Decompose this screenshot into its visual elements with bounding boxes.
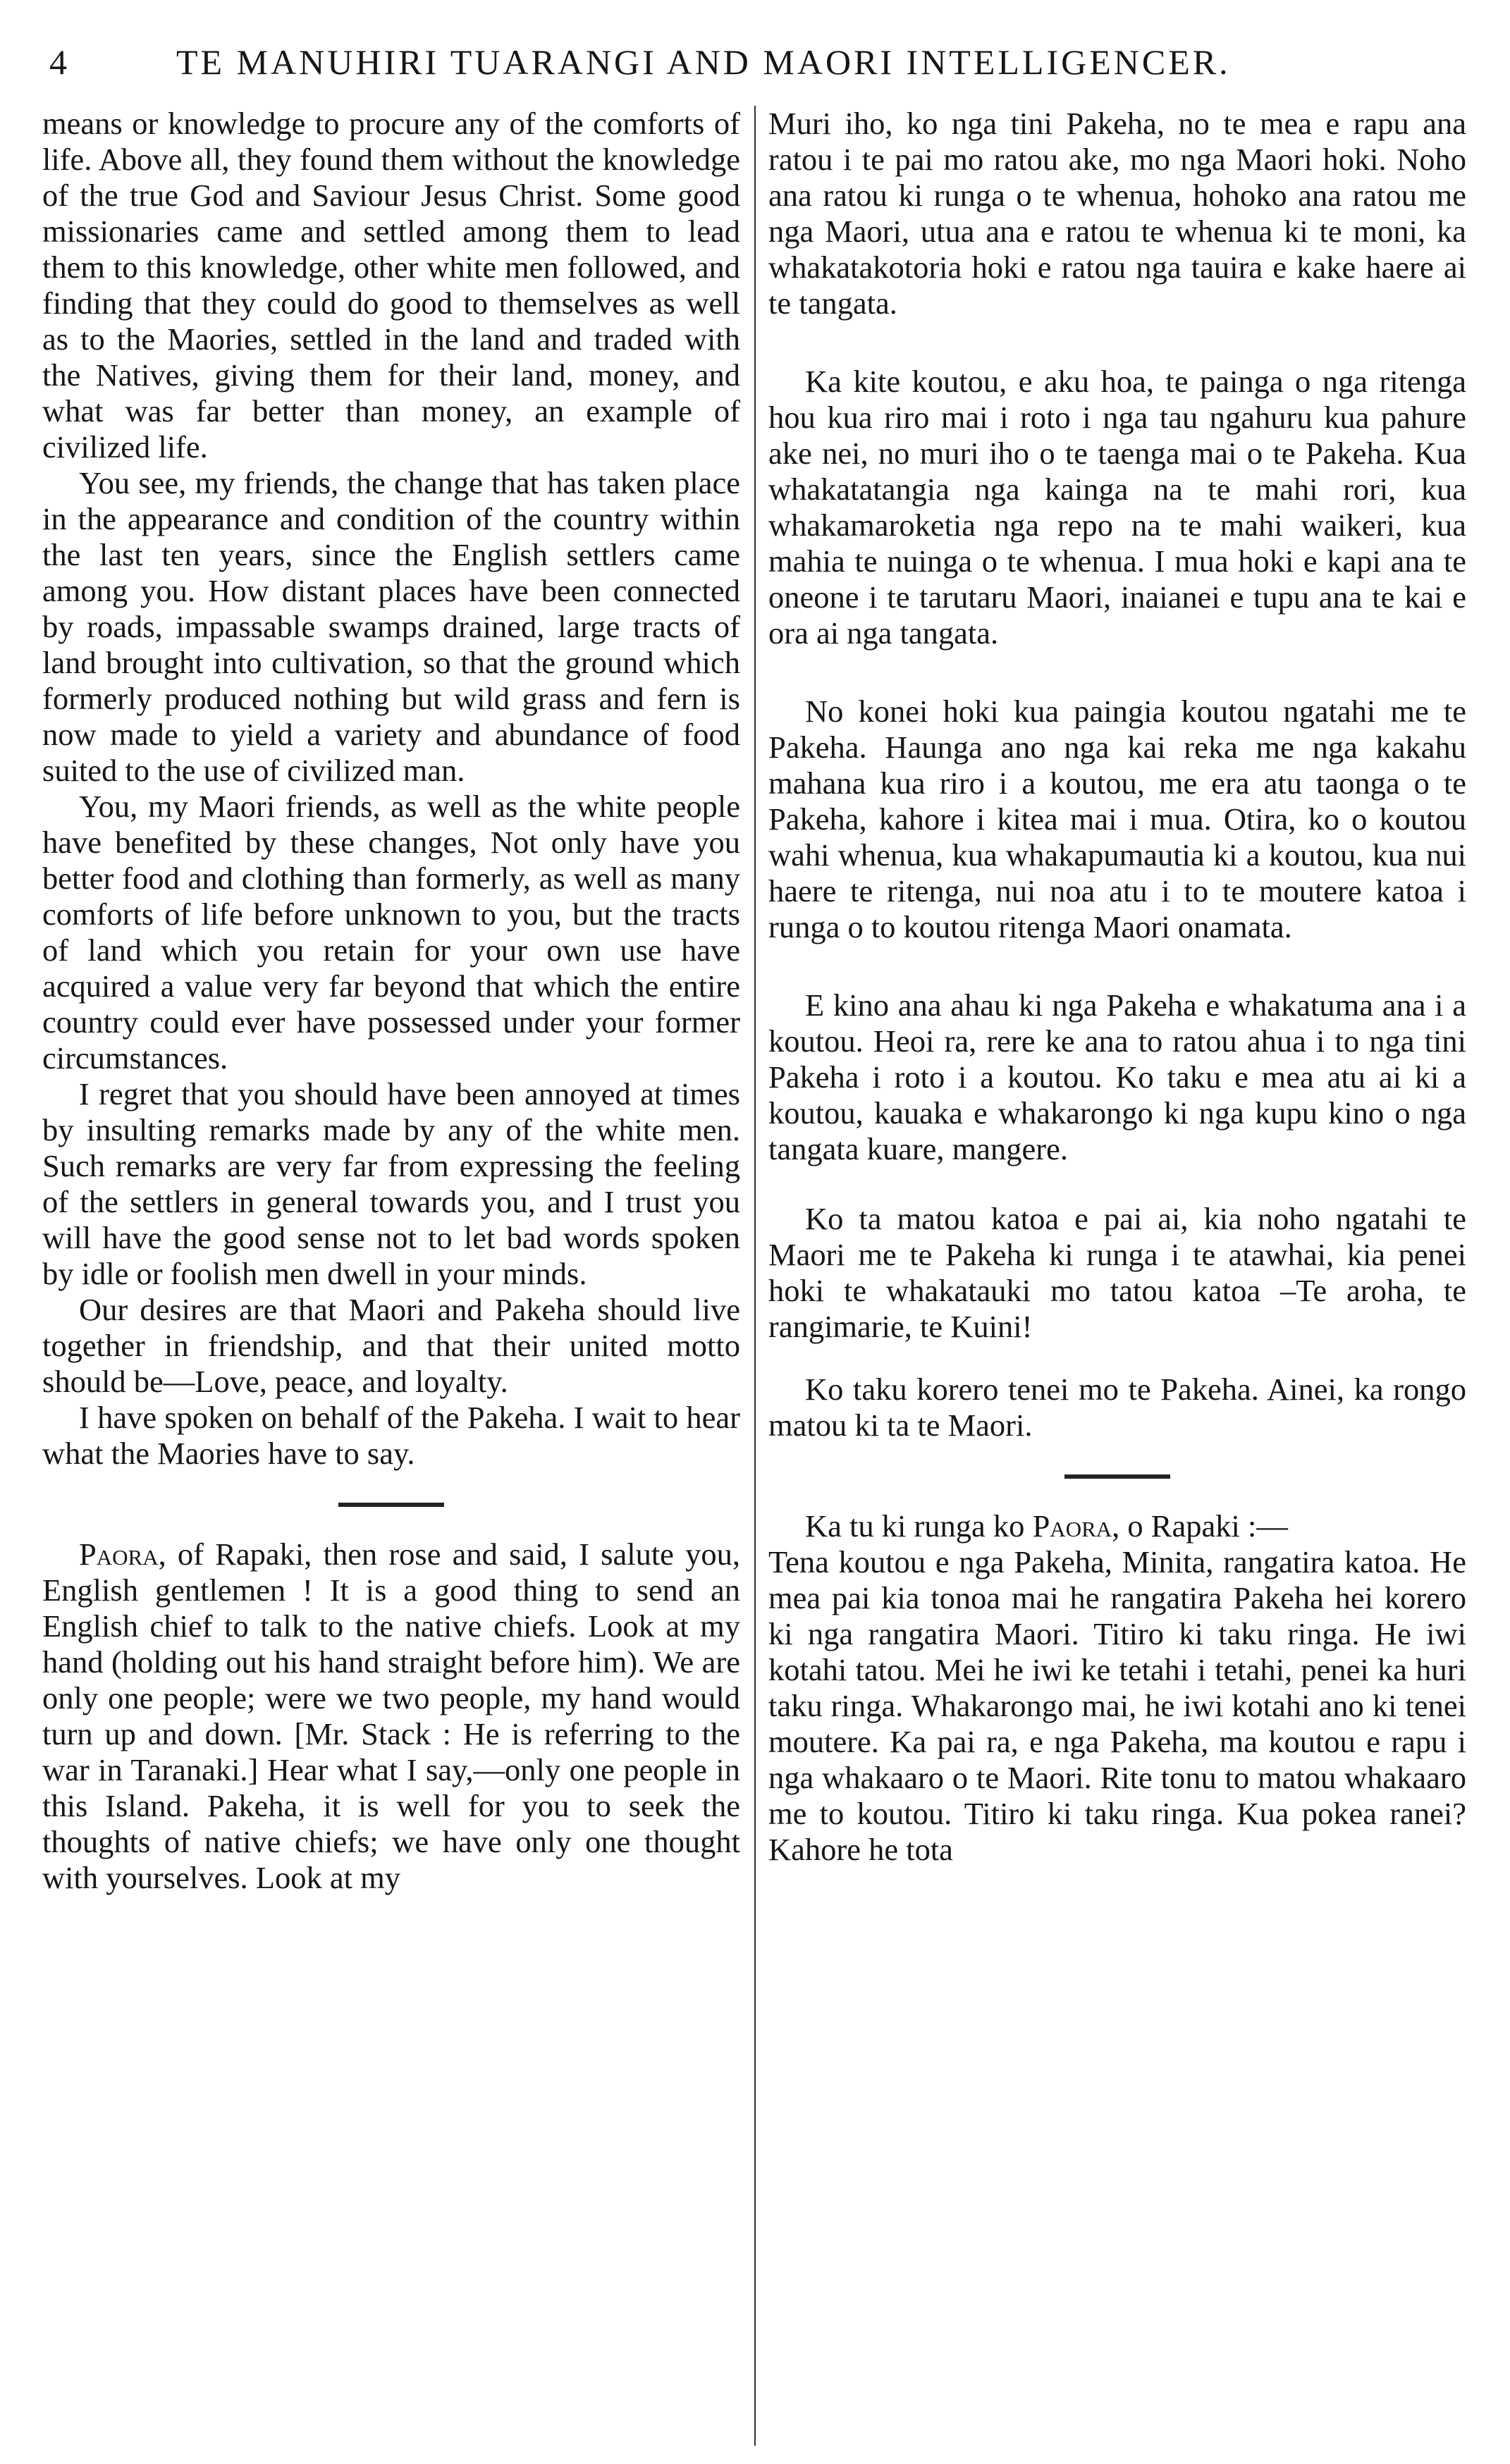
paragraph-gap	[768, 321, 1466, 364]
paragraph-gap	[768, 651, 1466, 694]
page-header	[42, 34, 1466, 90]
maori-paragraph-7: Tena koutou e nga Pakeha, Minita, rangatira katoa. He mea pai kia tonoa mai he rangatira Pakeha hei korero ki nga rangatira Maori. Titiro ki taku ringa. He iwi kotahi tatou. Mei he iwi ke tetahi i tetahi, penei ka huri taku ringa. Whakarongo mai, he iwi kotahi ano ki tenei moutere. Ka pai ra, e nga Pakeha, ma koutou e rapu i nga whakaaro o te Maori. Rite tonu to matou whakaaro me to koutou. Titiro ki taku ringa. Kua pokea ranei? Kahore he tota	[768, 1544, 1466, 1867]
english-paragraph-1: means or knowledge to procure any of the comforts of life. Above all, they found them without the knowledge of the true God and Saviour Jesus Christ. Some good missionaries came and settled among them to lead them to this knowledge, other white men followed, and finding that they could do good to themselves as well as to the Maories, settled in the land and traded with the Natives, giving them for their land, money, and what was far better than money, an example of civilized life.	[42, 106, 740, 464]
english-paragraph-3: You, my Maori friends, as well as the white people have benefited by these changes, Not only have you better food and clothing than formerly, as well as many comforts of life before unknown to you, but the tracts of land which you retain for your own use have acquired a value very far beyond that which the entire country could ever have possessed under your former circumstances.	[42, 789, 740, 1076]
column-divider	[754, 106, 756, 2446]
english-paragraph-4: I regret that you should have been annoyed at times by insulting remarks made by any of the white men. Such remarks are very far from expressing the feeling of the settlers in general towards you, and I trust you will have the good sense not to let bad words spoken by idle or foolish men dwell in your minds.	[42, 1076, 740, 1291]
paragraph-gap	[768, 1167, 1466, 1201]
speaker-name: Paora	[1032, 1508, 1112, 1544]
maori-column	[768, 106, 1466, 1868]
english-paragraph-7	[42, 1536, 740, 1896]
speaker-name: Paora	[79, 1536, 159, 1572]
maori-paragraph-4: E kino ana ahau ki nga Pakeha e whakatuma ana i a koutou. Heoi ra, rere ke ana to ratou ahua i to nga tini Pakeha i roto i a koutou. Ko taku e mea atu ai ki a koutou, kauaka e whakarongo ki nga kupu kino o nga tangata kuare, mangere.	[768, 987, 1466, 1166]
section-separator	[1064, 1474, 1170, 1479]
maori-paragraph-1: Muri iho, ko nga tini Pakeha, no te mea e rapu ana ratou i te pai mo ratou ake, mo nga Maori hoki. Noho ana ratou ki runga o te whenua, hohoko ana ratou me nga Maori, utua ana e ratou te whenua ki te moni, ka whakatakotoria hoki e ratou nga tauira e kake haere ai te tangata.	[768, 106, 1466, 321]
maori-paragraph-7-lead-text: Ka tu ki runga ko	[805, 1508, 1033, 1544]
speaker-place: , o Rapaki :—	[1112, 1508, 1288, 1544]
paragraph-gap	[768, 945, 1466, 987]
paragraph-gap	[768, 1345, 1466, 1372]
maori-paragraph-5: Ko ta matou katoa e pai ai, kia noho ngatahi te Maori me te Pakeha ki runga i te atawhai, kia penei hoki te whakatauki mo tatou katoa –Te aroha, te rangimarie, te Kuini!	[768, 1201, 1466, 1344]
maori-paragraph-2: Ka kite koutou, e aku hoa, te painga o nga ritenga hou kua riro mai i roto i nga tau ngahuru kua pahure ake nei, no muri iho o te taenga mai o te Pakeha. Kua whakatatangia nga kainga na te mahi rori, kua whakamaroketia nga repo na te mahi waikeri, kua mahia te nuinga o te whenua. I mua hoki e kapi ana te oneone i te tarutaru Maori, inaianei e tupu ana te kai e ora ai nga tangata.	[768, 364, 1466, 651]
page-number: 4	[49, 42, 67, 82]
english-column	[42, 106, 740, 1896]
maori-paragraph-3: No konei hoki kua paingia koutou ngatahi me te Pakeha. Haunga ano nga kai reka me nga kakahu mahana kua riro i a koutou, me era atu taonga o te Pakeha, kahore i kitea mai i mua. Otira, ko o koutou wahi whenua, kua whakapumautia ki a koutou, kua nui haere te ritenga, nui noa atu i to te moutere katoa i runga o to koutou ritenga Maori onamata.	[768, 694, 1466, 944]
maori-paragraph-6: Ko taku korero tenei mo te Pakeha. Ainei, ka rongo matou ki ta te Maori.	[768, 1372, 1466, 1443]
maori-paragraph-7-lead	[768, 1508, 1466, 1544]
english-paragraph-6: I have spoken on behalf of the Pakeha. I wait to hear what the Maories have to say.	[42, 1400, 740, 1471]
running-title: TE MANUHIRI TUARANGI AND MAORI INTELLIGENCER.	[176, 42, 1231, 82]
section-separator	[338, 1503, 444, 1507]
english-paragraph-2: You see, my friends, the change that has taken place in the appearance and condition of the country within the last ten years, since the English settlers came among you. How distant places have been connected by roads, impassable swamps drained, large tracts of land brought into cultivation, so that the ground which formerly produced nothing but wild grass and fern is now made to yield a variety and abundance of food suited to the use of civilized man.	[42, 465, 740, 788]
english-paragraph-5: Our desires are that Maori and Pakeha should live together in friendship, and that their united motto should be—Love, peace, and loyalty.	[42, 1292, 740, 1399]
english-paragraph-7-text: , of Rapaki, then rose and said, I salute you, English gentlemen ! It is a good thing to send an English chief to talk to the native chiefs. Look at my hand (holding out his hand straight before him). We are only one people; were we two people, my hand would turn up and down. [Mr. Stack : He is referring to the war in Taranaki.] Hear what I say,—only one people in this Island. Pakeha, it is well for you to seek the thoughts of native chiefs; we have only one thought with yourselves. Look at my	[42, 1536, 740, 1895]
